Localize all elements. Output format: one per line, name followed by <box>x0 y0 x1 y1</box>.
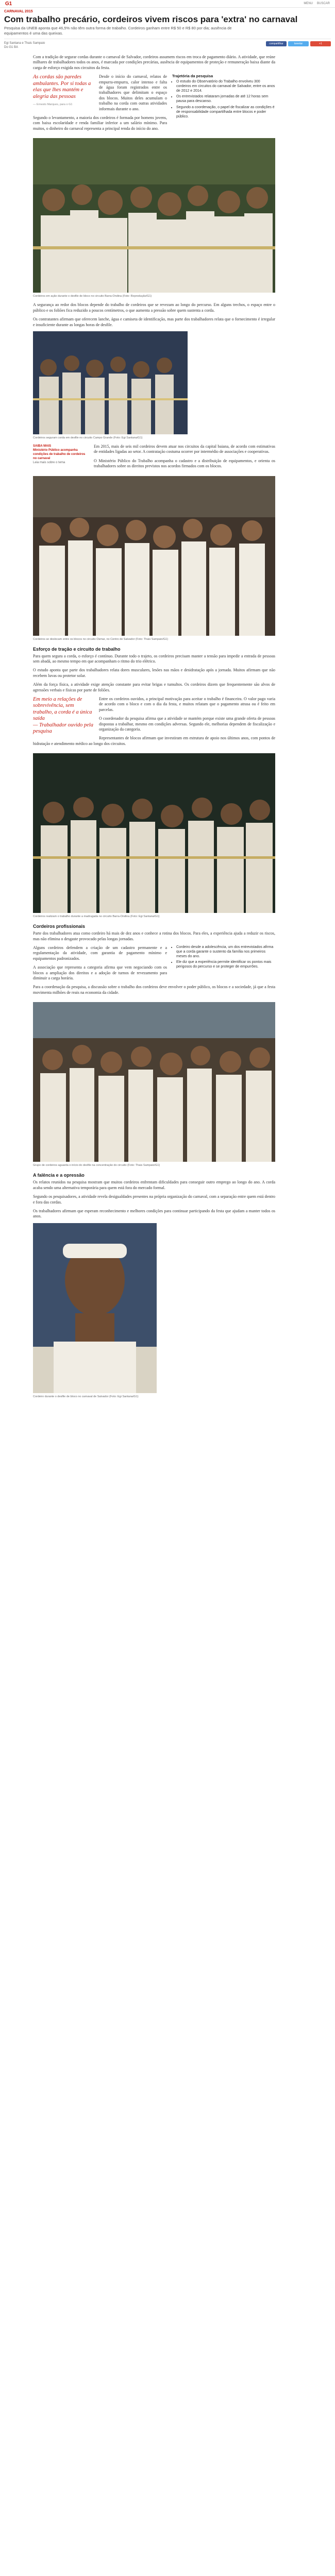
crowd-photo-3 <box>33 476 275 636</box>
info-box <box>172 74 275 121</box>
section-heading: A falência e a opressão <box>33 1173 85 1178</box>
article-title: Com trabalho precário, cordeiros vivem riscos para 'extra' no carnaval <box>4 14 298 24</box>
list-item: • Ele diz que a experiência permite identificar os pontos mais perigosos do percurso e se proteger de empurrões. <box>176 960 275 970</box>
pull-quote <box>33 697 95 735</box>
section-heading: Esforço de tração e circuito de trabalho <box>33 646 121 652</box>
list-item: • O estudo do Observatório do Trabalho envolveu 300 cordeiros em circuitos do carnaval de Salvador, entre os anos de 2012 e 2014. <box>176 80 275 93</box>
pull-quote-source: — Trabalhador ouvido pela pesquisa <box>33 722 93 735</box>
search-link[interactable]: BUSCAR <box>316 2 330 5</box>
photo-caption: Cordeiros se deslocam entre os blocos no circuito Osmar, no Centro de Salvador (Foto: Thais Sampaio/G1) <box>33 637 169 641</box>
pull-quote-source: — Ernesto Marques, para o G1 <box>33 103 73 107</box>
paragraph: Para a coordenação da pesquisa, a discussão sobre o trabalho dos cordeiros deve envolver o poder público, os blocos e a sociedade, já que a festa movimenta milhões de reais na economia da cidade. <box>33 985 275 995</box>
crowd-photo-2 <box>33 331 188 434</box>
google-plus-share-button[interactable]: +1 <box>310 41 331 46</box>
list-item: • Os entrevistados relataram jornadas de até 12 horas sem pausa para descanso. <box>176 95 275 104</box>
paragraph: O estudo aponta que parte dos trabalhadores relata dores musculares, lesões nas mãos e desidratação após a jornada. Muitos afirmam que não recebem luvas ou protetor solar. <box>33 668 275 678</box>
crowd-photo-1 <box>33 138 275 293</box>
section-heading: Cordeiros profissionais <box>33 924 86 929</box>
paragraph: Representantes de blocos afirmam que investiram em estrutura de apoio nos últimos anos, com pontos de hidratação e atendimento médico ao longo dos circuitos. <box>33 736 275 746</box>
portrait-photo <box>33 1223 157 1393</box>
list-item: • Segundo a coordenação, o papel de fiscalizar as condições é de responsabilidade compartilhada entre blocos e poder público. <box>176 106 275 119</box>
byline-authors: Egi Santana e Thais Sampaio <box>4 42 45 45</box>
related-box <box>33 444 90 465</box>
photo-crowd-3 <box>33 476 275 636</box>
paragraph: O coordenador da pesquisa afirma que a atividade se mantém porque existe uma grande oferta de pessoas dispostas a trabalhar, mesmo em condições adversas. Segundo ele, melhorias dependem de fiscalização e organização da categoria. <box>99 716 275 732</box>
paragraph: A segurança ao redor dos blocos depende do trabalho de cordeiros que se revezam ao longo do percurso. Em alguns trechos, o espaço entre o público e os foliões fica reduzido a poucos centímetros, o que aumenta a pressão sobre quem sustenta a corda. <box>33 302 275 313</box>
top-nav <box>304 2 330 5</box>
paragraph: Alguns cordeiros defendem a criação de um cadastro permanente e a regulamentação da atividade, com garantia de pagamento mínimo e equipamentos padronizados. <box>33 945 167 961</box>
story-column <box>33 55 275 1399</box>
list-item: • Cordeiro desde a adolescência, um dos entrevistados afirma que a corda garante o sustento da família nos primeiros meses do ano. <box>176 945 275 959</box>
article-hat[interactable]: CARNAVAL 2015 <box>4 10 33 13</box>
photo-caption: Cordeiros realizam o trabalho durante a madrugada no circuito Barra-Ondina (Foto: Egi Santana/G1) <box>33 915 160 919</box>
photo-crowd-4 <box>33 753 275 913</box>
site-logo[interactable]: G1 <box>5 1 12 7</box>
paragraph: Segundo o levantamento, a maioria dos cordeiros é formada por homens jovens, com baixa escolaridade e renda familiar inferior a um salário mínimo. Para muitos, o dinheiro do carnaval representa a principal renda do início do ano. <box>33 115 167 131</box>
paragraph: Parte dos trabalhadores atua como cordeiro há mais de dez anos e conhece a rotina dos blocos. Para eles, a experiência ajuda a reduzir os riscos, mas não elimina o desgaste provocado pelas longas jornadas. <box>33 931 275 941</box>
paragraph: O Ministério Público do Trabalho acompanha o cadastro e a distribuição de equipamentos, e orienta os trabalhadores sobre os direitos previstos nos acordos firmados com os blocos. <box>94 458 275 469</box>
paragraph: Além da força física, a atividade exige atenção constante para evitar brigas e tumultos. Os cordeiros dizem que frequentemente são alvos de agressões verbais e físicas por parte de foliões. <box>33 682 275 692</box>
info-box <box>172 945 275 971</box>
photo-caption: Cordeiros em ação durante o desfile de bloco no circuito Barra-Ondina (Foto: Reprodução/G1) <box>33 295 152 298</box>
photo-caption: Cordeiros seguram corda em desfile no circuito Campo Grande (Foto: Egi Santana/G1) <box>33 436 143 439</box>
photo-caption: Cordeiro durante o desfile de bloco no carnaval de Salvador (Foto: Egi Santana/G1) <box>33 1395 139 1398</box>
paragraph: Os contratantes afirmam que oferecem lanche, água e camiseta de identificação, mas parte dos trabalhadores relata que o fornecimento é irregular e insuficiente durante as longas horas de desfile. <box>33 317 275 327</box>
top-bar <box>0 0 335 8</box>
paragraph: Desde o início do carnaval, relatos de empurra-empurra, calor intenso e falta de água foram registrados entre os trabalhadores que delimitam o espaço dos blocos. Muitos deles acumulam o trabalho na corda com outras atividades informais durante o ano. <box>99 74 167 111</box>
info-box-list <box>172 80 275 119</box>
paragraph: Com a tradição de segurar cordas durante o carnaval de Salvador, cordeiros assumem riscos em troca de pagamento diário. A atividade, que reúne milhares de trabalhadores todos os anos, é marcada por condições precárias, ausência de equipamentos de proteção e remuneração baixa diante da carga de esforço exigida nos circuitos da festa. <box>33 55 275 70</box>
paragraph: Os trabalhadores afirmam que esperam reconhecimento e melhores condições para continuar participando da festa que ajudam a manter todos os anos. <box>33 1208 275 1219</box>
related-link[interactable]: Ministério Público acompanha condições de trabalho de cordeiros no carnaval <box>33 448 86 460</box>
photo-crowd-5 <box>33 1002 275 1162</box>
twitter-share-button[interactable]: tweetar <box>288 41 309 46</box>
byline <box>4 41 45 49</box>
crowd-photo-5 <box>33 1002 275 1162</box>
photo-portrait <box>33 1223 275 1393</box>
info-box-title: Trajetória da pesquisa <box>172 74 213 79</box>
paragraph: A associação que representa a categoria afirma que vem negociando com os blocos a ampliação dos direitos e a adoção de turnos de revezamento para diminuir a carga horária. <box>33 965 167 981</box>
menu-link[interactable]: MENU <box>304 2 313 5</box>
story-body <box>4 55 331 1399</box>
paragraph: Segundo os pesquisadores, a atividade revela desigualdades presentes na própria organização do carnaval, com a separação entre quem está dentro e fora das cordas. <box>33 1194 275 1205</box>
pull-quote <box>33 74 95 108</box>
info-box-list <box>172 945 275 970</box>
photo-crowd-2 <box>33 331 275 434</box>
paragraph: Em 2015, mais de seis mil cordeiros devem atuar nos circuitos da capital baiana, de acordo com estimativas de entidades ligadas ao setor. A contratação costuma ocorrer por intermédio de associações e cooperativas. <box>94 444 275 454</box>
meta-row <box>4 39 331 49</box>
photo-crowd-1 <box>33 138 275 293</box>
share-buttons <box>266 41 331 46</box>
paragraph: Para quem segura a corda, o esforço é contínuo. Durante todo o trajeto, os cordeiros precisam manter a tensão para impedir a entrada de pessoas sem abadá, ao mesmo tempo em que acompanham o ritmo do trio elétrico. <box>33 653 275 664</box>
related-note: Leia mais sobre o tema <box>33 461 65 464</box>
related-tag: SAIBA MAIS <box>33 444 52 448</box>
photo-caption: Grupo de cordeiros aguarda o início do desfile na concentração do circuito (Foto: Thais Sampaio/G1) <box>33 1164 160 1167</box>
pull-quote-text: As cordas são paredes ambulantes. Por si todas a elas que lhes mantém e alegria das pessoas <box>33 74 91 99</box>
paragraph: Os relatos reunidos na pesquisa mostram que muitos cordeiros enfrentam dificuldades para conseguir outro emprego ao longo do ano. A corda acaba sendo uma alternativa temporária para quem está fora do mercado formal. <box>33 1180 275 1190</box>
article-deck: Pesquisa da UNEB aponta que 46,5% não têm outra forma de trabalho. Cordeiros ganham entre R$ 50 e R$ 80 por dia; ausência de equipamentos é uma das queixas. <box>4 26 232 36</box>
article <box>0 10 335 1399</box>
facebook-share-button[interactable]: compartilhar <box>266 41 287 46</box>
byline-desk: Do G1 BA <box>4 46 19 49</box>
crowd-photo-4 <box>33 753 275 913</box>
pull-quote-text: Em meio a relações de sobrevivência, sem trabalho, a corda é a única saída <box>33 696 92 722</box>
paragraph: Entre os cordeiros ouvidos, a principal motivação para aceitar o trabalho é financeira. O valor pago varia de acordo com o bloco e com o dia da festa, e muitos relatam que o pagamento atrasa ou é feito em parcelas. <box>99 696 275 712</box>
